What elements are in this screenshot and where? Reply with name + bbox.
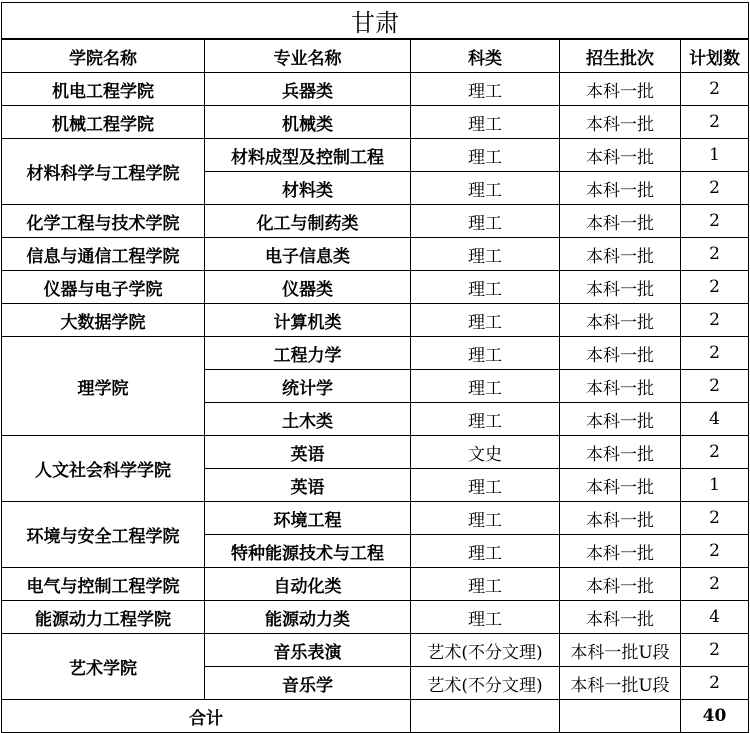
college-name-cell: 人文社会科学学院: [2, 436, 205, 502]
table-row: [2, 436, 749, 469]
major-name-cell: 计算机类: [205, 304, 411, 337]
major-name-cell: 英语: [205, 469, 411, 502]
plan-count-cell: 2: [681, 172, 749, 205]
header-major: 专业名称: [205, 39, 411, 73]
plan-count-cell: 1: [681, 139, 749, 172]
major-name-cell: 仪器类: [205, 271, 411, 304]
batch-cell: 本科一批: [560, 271, 681, 304]
table-body: [2, 73, 749, 700]
plan-count-cell: 2: [681, 304, 749, 337]
plan-count-cell: 2: [681, 73, 749, 106]
header-row: [2, 39, 749, 73]
total-label: 合计: [2, 700, 411, 733]
plan-count-cell: 2: [681, 337, 749, 370]
total-value: 40: [681, 700, 749, 733]
total-empty-cell: [411, 700, 560, 733]
category-cell: 理工: [411, 601, 560, 634]
batch-cell: 本科一批: [560, 403, 681, 436]
batch-cell: 本科一批: [560, 337, 681, 370]
category-cell: 理工: [411, 568, 560, 601]
batch-cell: 本科一批: [560, 205, 681, 238]
major-name-cell: 机械类: [205, 106, 411, 139]
plan-count-cell: 2: [681, 634, 749, 667]
batch-cell: 本科一批: [560, 601, 681, 634]
batch-cell: 本科一批: [560, 304, 681, 337]
table-row: [2, 502, 749, 535]
table-row: [2, 568, 749, 601]
batch-cell: 本科一批: [560, 370, 681, 403]
table-row: [2, 73, 749, 106]
batch-cell: 本科一批: [560, 469, 681, 502]
college-name-cell: 环境与安全工程学院: [2, 502, 205, 568]
plan-count-cell: 2: [681, 568, 749, 601]
plan-count-cell: 2: [681, 502, 749, 535]
batch-cell: 本科一批: [560, 502, 681, 535]
college-name-cell: 材料科学与工程学院: [2, 139, 205, 205]
table-row: [2, 238, 749, 271]
plan-count-cell: 2: [681, 205, 749, 238]
category-cell: 理工: [411, 304, 560, 337]
plan-count-cell: 2: [681, 271, 749, 304]
plan-count-cell: 2: [681, 370, 749, 403]
major-name-cell: 材料类: [205, 172, 411, 205]
category-cell: 理工: [411, 205, 560, 238]
table-row: [2, 304, 749, 337]
major-name-cell: 工程力学: [205, 337, 411, 370]
sheet-title: 甘肃: [2, 3, 749, 40]
college-name-cell: 能源动力工程学院: [2, 601, 205, 634]
college-name-cell: 理学院: [2, 337, 205, 436]
enrollment-plan-sheet: [1, 2, 748, 733]
category-cell: 理工: [411, 403, 560, 436]
category-cell: 艺术(不分文理): [411, 667, 560, 700]
category-cell: 理工: [411, 337, 560, 370]
header-college: 学院名称: [2, 39, 205, 73]
batch-cell: 本科一批: [560, 436, 681, 469]
category-cell: 理工: [411, 271, 560, 304]
header-plan: 计划数: [681, 39, 749, 73]
batch-cell: 本科一批U段: [560, 667, 681, 700]
total-empty-cell: [560, 700, 681, 733]
table-row: [2, 634, 749, 667]
major-name-cell: 特种能源技术与工程: [205, 535, 411, 568]
major-name-cell: 土木类: [205, 403, 411, 436]
category-cell: 理工: [411, 139, 560, 172]
table-row: [2, 205, 749, 238]
table-row: [2, 337, 749, 370]
category-cell: 理工: [411, 469, 560, 502]
major-name-cell: 自动化类: [205, 568, 411, 601]
major-name-cell: 统计学: [205, 370, 411, 403]
college-name-cell: 大数据学院: [2, 304, 205, 337]
category-cell: 艺术(不分文理): [411, 634, 560, 667]
plan-count-cell: 2: [681, 667, 749, 700]
college-name-cell: 机械工程学院: [2, 106, 205, 139]
college-name-cell: 信息与通信工程学院: [2, 238, 205, 271]
major-name-cell: 英语: [205, 436, 411, 469]
college-name-cell: 艺术学院: [2, 634, 205, 700]
batch-cell: 本科一批: [560, 139, 681, 172]
major-name-cell: 电子信息类: [205, 238, 411, 271]
batch-cell: 本科一批: [560, 238, 681, 271]
major-name-cell: 环境工程: [205, 502, 411, 535]
college-name-cell: 仪器与电子学院: [2, 271, 205, 304]
major-name-cell: 音乐表演: [205, 634, 411, 667]
major-name-cell: 能源动力类: [205, 601, 411, 634]
total-row: [2, 700, 749, 733]
category-cell: 文史: [411, 436, 560, 469]
category-cell: 理工: [411, 502, 560, 535]
batch-cell: 本科一批: [560, 73, 681, 106]
college-name-cell: 电气与控制工程学院: [2, 568, 205, 601]
category-cell: 理工: [411, 535, 560, 568]
batch-cell: 本科一批U段: [560, 634, 681, 667]
college-name-cell: 化学工程与技术学院: [2, 205, 205, 238]
header-category: 科类: [411, 39, 560, 73]
table-row: [2, 139, 749, 172]
table-row: [2, 601, 749, 634]
plan-count-cell: 2: [681, 535, 749, 568]
batch-cell: 本科一批: [560, 568, 681, 601]
table-row: [2, 271, 749, 304]
college-name-cell: 机电工程学院: [2, 73, 205, 106]
category-cell: 理工: [411, 106, 560, 139]
category-cell: 理工: [411, 172, 560, 205]
batch-cell: 本科一批: [560, 106, 681, 139]
major-name-cell: 材料成型及控制工程: [205, 139, 411, 172]
major-name-cell: 化工与制药类: [205, 205, 411, 238]
plan-count-cell: 4: [681, 601, 749, 634]
batch-cell: 本科一批: [560, 172, 681, 205]
category-cell: 理工: [411, 370, 560, 403]
major-name-cell: 音乐学: [205, 667, 411, 700]
table-row: [2, 106, 749, 139]
plan-count-cell: 2: [681, 106, 749, 139]
plan-count-cell: 2: [681, 436, 749, 469]
enrollment-plan-table: [1, 2, 749, 733]
major-name-cell: 兵器类: [205, 73, 411, 106]
plan-count-cell: 1: [681, 469, 749, 502]
batch-cell: 本科一批: [560, 535, 681, 568]
category-cell: 理工: [411, 238, 560, 271]
plan-count-cell: 4: [681, 403, 749, 436]
header-batch: 招生批次: [560, 39, 681, 73]
plan-count-cell: 2: [681, 238, 749, 271]
category-cell: 理工: [411, 73, 560, 106]
